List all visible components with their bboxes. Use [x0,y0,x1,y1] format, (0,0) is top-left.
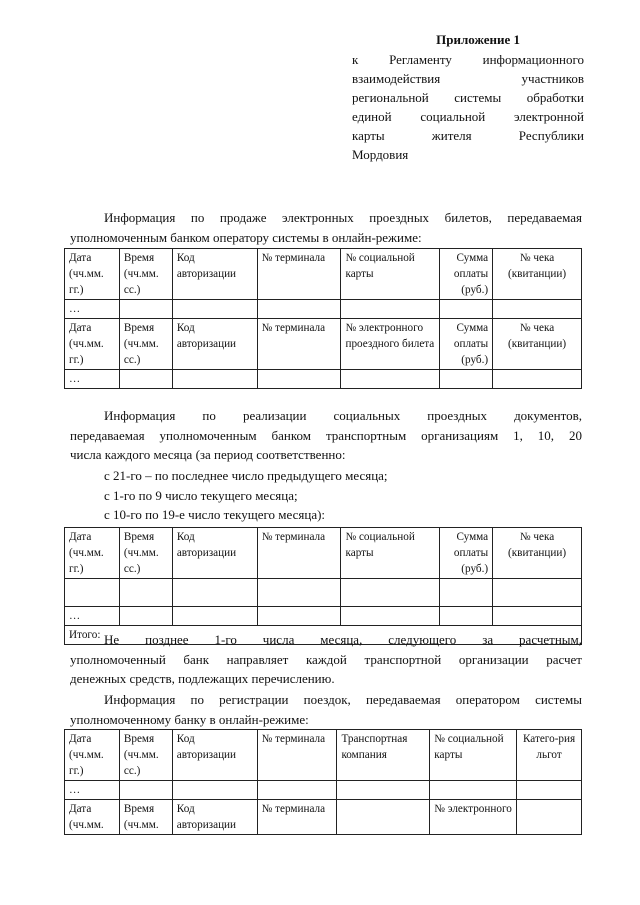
table-row [65,607,582,626]
table-cell [493,579,582,607]
table-cell [337,781,430,800]
table-cell: № социальной карты [341,528,440,579]
table-cell: Код авторизации [172,319,257,370]
paragraph-line: Информация по регистрации поездок, передаваемая оператором системы [104,692,582,707]
table-cell: № терминала [257,319,341,370]
table-cell: № терминала [257,730,337,781]
table-cell: № социальной карты [430,730,517,781]
table-cell [257,370,341,389]
table-cell [172,781,257,800]
table-cell [517,781,582,800]
table-row [65,300,582,319]
paragraph-settlement [70,630,582,689]
table-cell: Время (чч.мм. сс.) [119,319,172,370]
table-cell [119,370,172,389]
paragraph-line: уполномоченным банком оператору системы в онлайн-режиме: [70,229,422,245]
table-row [65,319,582,370]
table-cell [517,800,582,835]
table-cell: № электронного [430,800,517,835]
table-cell [341,300,440,319]
table-cell [172,370,257,389]
paragraph-line: денежных средств, подлежащих перечислению. [70,671,335,686]
table-row [65,579,582,607]
table-row [65,249,582,300]
table-cell: Время (чч.мм. сс.) [119,249,172,300]
table-cell [440,370,493,389]
table-cell-ellipsis: … [65,300,120,319]
table-cell: Дата (чч.мм. гг.) [65,319,120,370]
table-cell [172,607,257,626]
table-cell-ellipsis: … [65,607,120,626]
table-cell: Время (чч.мм. [119,800,172,835]
appendix-line: взаимодействия участников [352,71,584,86]
table-cell [257,579,341,607]
paragraph-trips-registration [70,690,582,729]
paragraph-line: числа каждого месяца (за период соответственно: [70,447,346,462]
table-cell [119,607,172,626]
table-cell [440,607,493,626]
table-cell: Код авторизации [172,800,257,835]
table-ticket-sales [64,248,582,389]
table-cell: № электронного проездного билета [341,319,440,370]
appendix-title: Приложение 1 [436,32,520,47]
table-cell [440,300,493,319]
paragraph-social-docs-info [70,406,582,465]
table-cell: Дата (чч.мм. гг.) [65,249,120,300]
table-cell: Дата (чч.мм. [65,800,120,835]
list-item: с 21-го – по последнее число предыдущего месяца; [104,468,388,483]
table-cell: Сумма оплаты (руб.) [440,249,493,300]
table-cell: № чека (квитанции) [493,319,582,370]
table-cell: Дата (чч.мм. гг.) [65,730,120,781]
table-cell: № чека (квитанции) [493,249,582,300]
paragraph-line: уполномоченный банк направляет каждой транспортной организации расчет [70,651,582,667]
appendix-line: единой социальной электронной [352,109,584,124]
table-cell: № социальной карты [341,249,440,300]
table-cell: Сумма оплаты (руб.) [440,319,493,370]
table-cell [341,579,440,607]
table-cell [493,607,582,626]
table-cell: Время (чч.мм. сс.) [119,528,172,579]
table-cell-ellipsis: … [65,781,120,800]
table-cell: № терминала [257,800,337,835]
table-cell: № терминала [257,528,341,579]
paragraph-ticket-sales-info [70,208,582,247]
appendix-line: карты жителя Республики [352,128,584,143]
appendix-line: региональной системы обработки [352,90,584,105]
table-cell [493,370,582,389]
table-cell: Код авторизации [172,730,257,781]
table-row [65,730,582,781]
table-row [65,370,582,389]
table-cell: Время (чч.мм. сс.) [119,730,172,781]
table-cell [119,300,172,319]
table-cell [172,579,257,607]
paragraph-line: уполномоченному банку в онлайн-режиме: [70,711,309,727]
table-cell [337,800,430,835]
table-cell: Код авторизации [172,249,257,300]
table-cell [341,607,440,626]
table-cell [257,300,341,319]
table-cell [257,607,341,626]
table-cell [119,781,172,800]
table-cell: Катего-рия льгот [517,730,582,781]
table-social-docs [64,527,582,645]
appendix-header [352,30,584,164]
paragraph-line: Информация по продаже электронных проездных билетов, передаваемая [104,210,582,225]
list-item: с 1-го по 9 число текущего месяца; [104,487,298,503]
table-cell [65,579,120,607]
table-row [65,528,582,579]
period-list [70,466,582,525]
table-cell: Сумма оплаты (руб.) [440,528,493,579]
table-total-cell: Итого: [65,626,582,645]
appendix-line: Мордовия [352,147,409,162]
table-cell: № чека (квитанции) [493,528,582,579]
appendix-line: к Регламенту информационного [352,52,584,67]
table-cell-ellipsis: … [65,370,120,389]
paragraph-line: передаваемая уполномоченным банком транспортным организациям 1, 10, 20 [70,427,582,443]
table-cell: Транспортная компания [337,730,430,781]
table-cell [257,781,337,800]
table-cell [493,300,582,319]
paragraph-line: Информация по реализации социальных проездных документов, [104,408,582,423]
list-item: с 10-го по 19-е число текущего месяца): [104,507,326,522]
table-cell [430,781,517,800]
table-cell [440,579,493,607]
table-trips-registration [64,729,582,835]
table-row [65,781,582,800]
table-cell: Дата (чч.мм. гг.) [65,528,120,579]
table-cell: Код авторизации [172,528,257,579]
table-cell: № терминала [257,249,341,300]
table-row [65,800,582,835]
table-cell [341,370,440,389]
table-cell [172,300,257,319]
paragraph-line: Не позднее 1-го числа месяца, следующего за расчетным, [104,632,582,647]
table-cell [119,579,172,607]
